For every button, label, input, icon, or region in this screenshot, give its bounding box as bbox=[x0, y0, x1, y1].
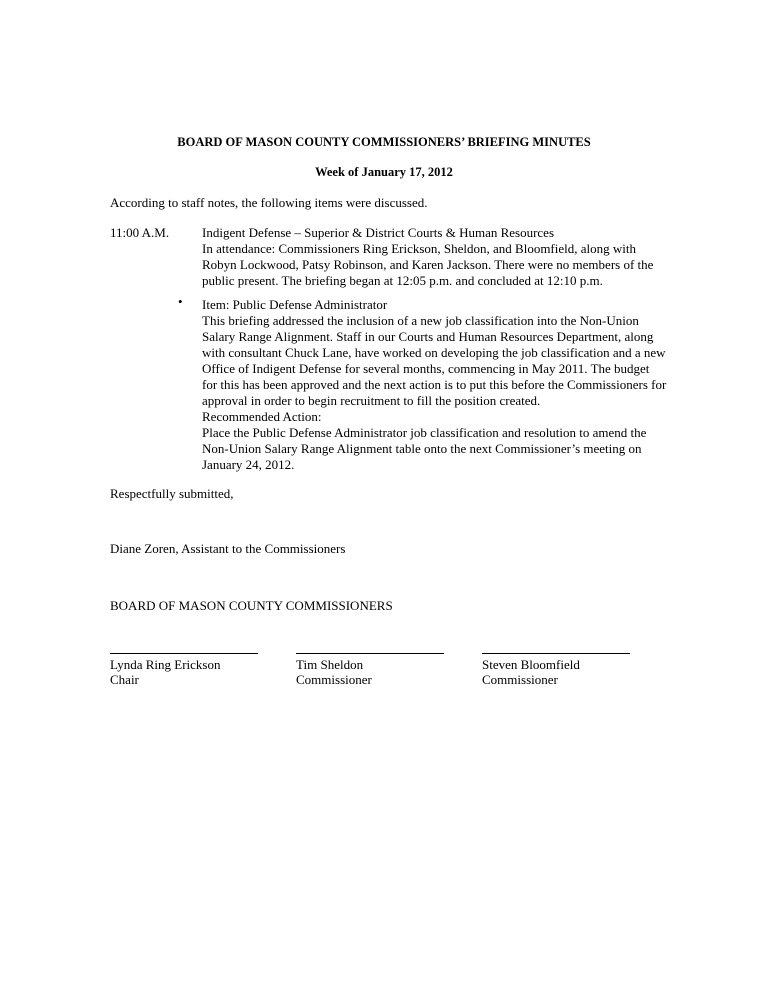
intro-text: According to staff notes, the following items were discussed. bbox=[110, 195, 428, 210]
item-line: Office of Indigent Defense for several months, commencing in May 2011. The budget bbox=[202, 361, 650, 376]
session-line: public present. The briefing began at 12:05 p.m. and concluded at 12:10 p.m. bbox=[202, 273, 603, 288]
item-line: This briefing addressed the inclusion of a new job classification into the Non-Union bbox=[202, 313, 639, 328]
closing-text: Respectfully submitted, bbox=[110, 486, 234, 501]
bullet-icon: • bbox=[178, 294, 183, 309]
board-label: BOARD OF MASON COUNTY COMMISSIONERS bbox=[110, 598, 393, 613]
signature-role: Chair bbox=[110, 672, 139, 687]
document-week: Week of January 17, 2012 bbox=[315, 165, 453, 179]
signature-line bbox=[296, 645, 444, 654]
author-text: Diane Zoren, Assistant to the Commissioners bbox=[110, 541, 346, 556]
session-line: In attendance: Commissioners Ring Erickson, Sheldon, and Bloomfield, along with bbox=[202, 241, 636, 256]
document-title: BOARD OF MASON COUNTY COMMISSIONERS’ BRIEFING MINUTES bbox=[177, 135, 591, 149]
recommended-line: Place the Public Defense Administrator job classification and resolution to amend the bbox=[202, 425, 647, 440]
signature-line bbox=[110, 645, 258, 654]
item-description bbox=[202, 297, 667, 409]
signature-name: Steven Bloomfield bbox=[482, 657, 580, 672]
signature-role: Commissioner bbox=[296, 672, 372, 687]
recommended-action bbox=[202, 409, 662, 473]
signature-block bbox=[482, 645, 630, 687]
signature-block bbox=[110, 645, 258, 687]
item-line: Salary Range Alignment. Staff in our Courts and Human Resources Department, along bbox=[202, 329, 654, 344]
session-time: 11:00 A.M. bbox=[110, 225, 170, 240]
item-line: with consultant Chuck Lane, have worked on developing the job classification and a new bbox=[202, 345, 666, 360]
item-line: approval in order to begin recruitment to fill the position created. bbox=[202, 393, 541, 408]
signature-block bbox=[296, 645, 444, 687]
item-line: for this has been approved and the next action is to put this before the Commissioners for bbox=[202, 377, 667, 392]
session-description bbox=[202, 225, 662, 289]
signature-name: Lynda Ring Erickson bbox=[110, 657, 221, 672]
recommended-line: Non-Union Salary Range Alignment table onto the next Commissioner’s meeting on bbox=[202, 441, 642, 456]
signature-name: Tim Sheldon bbox=[296, 657, 364, 672]
recommended-line: January 24, 2012. bbox=[202, 457, 295, 472]
session-line: Indigent Defense – Superior & District Courts & Human Resources bbox=[202, 225, 555, 240]
signature-role: Commissioner bbox=[482, 672, 558, 687]
item-line: Item: Public Defense Administrator bbox=[202, 297, 388, 312]
signature-line bbox=[482, 645, 630, 654]
session-line: Robyn Lockwood, Patsy Robinson, and Karen Jackson. There were no members of the bbox=[202, 257, 654, 272]
recommended-line: Recommended Action: bbox=[202, 409, 322, 424]
